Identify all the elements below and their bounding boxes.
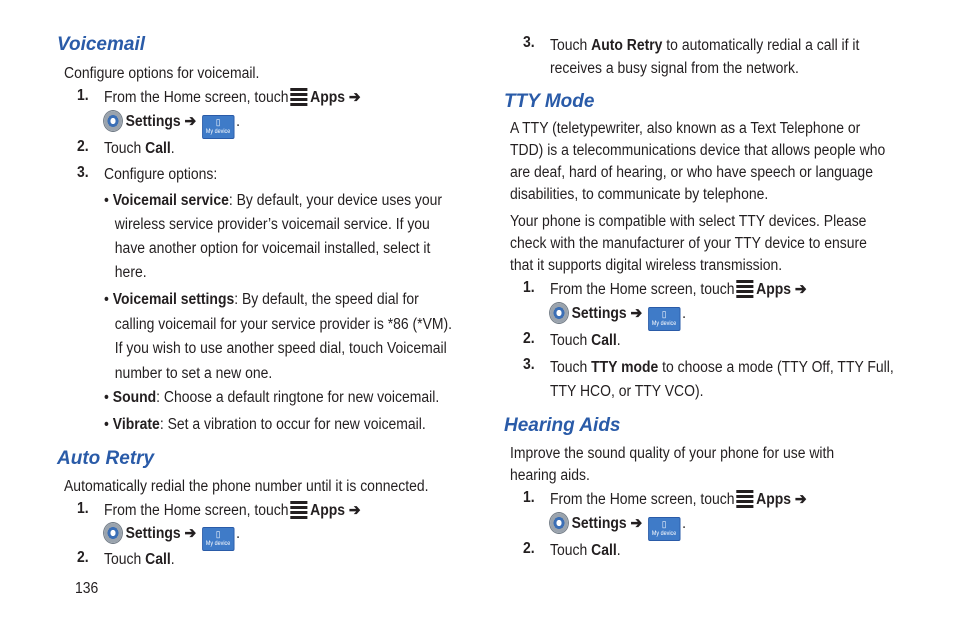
apps-label: Apps ➔ — [310, 89, 361, 106]
tty-heading: TTY Mode — [504, 91, 595, 112]
step-text: Touch Call. — [550, 332, 621, 349]
step-number: 1. — [77, 87, 89, 104]
apps-grid-icon — [290, 87, 307, 106]
step-text-settings: Settings ➔ ▯ My device. — [104, 523, 240, 551]
step-text-settings: Settings ➔ ▯ My device. — [550, 303, 686, 331]
page-number: 136 — [75, 580, 99, 597]
bullet-vibrate: • Vibrate: Set a vibration to occur for new voicemail. — [104, 416, 426, 433]
step-text: From the Home screen, touch Apps ➔ — [104, 502, 361, 519]
apps-grid-icon — [290, 500, 307, 519]
auto-retry-heading: Auto Retry — [57, 448, 155, 469]
step-number: 3. — [77, 164, 89, 181]
settings-gear-icon — [104, 111, 122, 131]
voicemail-heading: Voicemail — [57, 34, 146, 55]
my-device-icon: ▯ My device — [202, 115, 234, 139]
my-device-icon: ▯ My device — [648, 517, 680, 541]
my-device-icon: ▯ My device — [202, 527, 234, 551]
step-text: Touch Call. — [104, 551, 175, 568]
step-text: Touch Call. — [104, 140, 175, 157]
hearing-para: Improve the sound quality of your phone for use with hearing aids. — [510, 445, 835, 484]
step-number: 2. — [77, 549, 89, 566]
step-text: From the Home screen, touch Apps ➔ — [550, 491, 807, 508]
tty-para1: A TTY (teletypewriter, also known as a Text Telephone or TDD) is a telecommunications device that allows people who are deaf, hard of hearing, or who have speech or language disabilities, to communicate by telephone. — [510, 120, 886, 203]
auto-retry-intro: Automatically redial the phone number until it is connected. — [64, 478, 429, 495]
tty-para2: Your phone is compatible with select TTY devices. Please check with the manufacturer of your TTY device to ensure that it supports digital wireless transmission. — [510, 213, 867, 274]
settings-label: Settings ➔ — [125, 113, 197, 130]
step-text: Touch Call. — [550, 542, 621, 559]
settings-gear-icon — [550, 303, 568, 323]
step-number: 2. — [523, 330, 535, 347]
hearing-aids-heading: Hearing Aids — [504, 415, 621, 436]
apps-grid-icon — [736, 279, 753, 298]
step-number: 3. — [523, 34, 535, 51]
step-text: Touch TTY mode to choose a mode (TTY Off, TTY Full, TTY HCO, or TTY VCO). — [550, 359, 894, 400]
bullet-voicemail-service: • Voicemail service: By default, your device uses your wireless service provider’s voicemail service. If you have another option for voicemail installed, select it here. — [104, 192, 443, 281]
step-number: 1. — [523, 279, 535, 296]
step-text: Touch Auto Retry to automatically redial a call if it receives a busy signal from the network. — [550, 37, 860, 77]
step-text — [104, 87, 361, 109]
settings-gear-icon — [550, 513, 568, 533]
step-text-settings: Settings ➔ ▯ My device. — [550, 513, 686, 541]
step-number: 1. — [523, 489, 535, 506]
bullet-voicemail-settings: • Voicemail settings: By default, the speed dial for calling voicemail for your service provider is *86 (*VM). If you wish to use another speed dial, touch Voicemail number to set a new one. — [104, 291, 453, 382]
step-number: 1. — [77, 500, 89, 517]
apps-grid-icon — [736, 489, 753, 508]
step-number: 2. — [523, 540, 535, 557]
settings-gear-icon — [104, 523, 122, 543]
step-text: From the Home screen, touch Apps ➔ — [550, 281, 807, 298]
step-text: Configure options: — [104, 166, 218, 183]
step-text-settings: Settings ➔ ▯ My device. — [104, 111, 240, 139]
step-number: 2. — [77, 138, 89, 155]
bullet-sound: • Sound: Choose a default ringtone for new voicemail. — [104, 389, 440, 406]
step-number: 3. — [523, 356, 535, 373]
voicemail-intro: Configure options for voicemail. — [64, 65, 260, 82]
my-device-icon: ▯ My device — [648, 307, 680, 331]
step-text-label: From the Home screen, touch — [104, 89, 289, 106]
